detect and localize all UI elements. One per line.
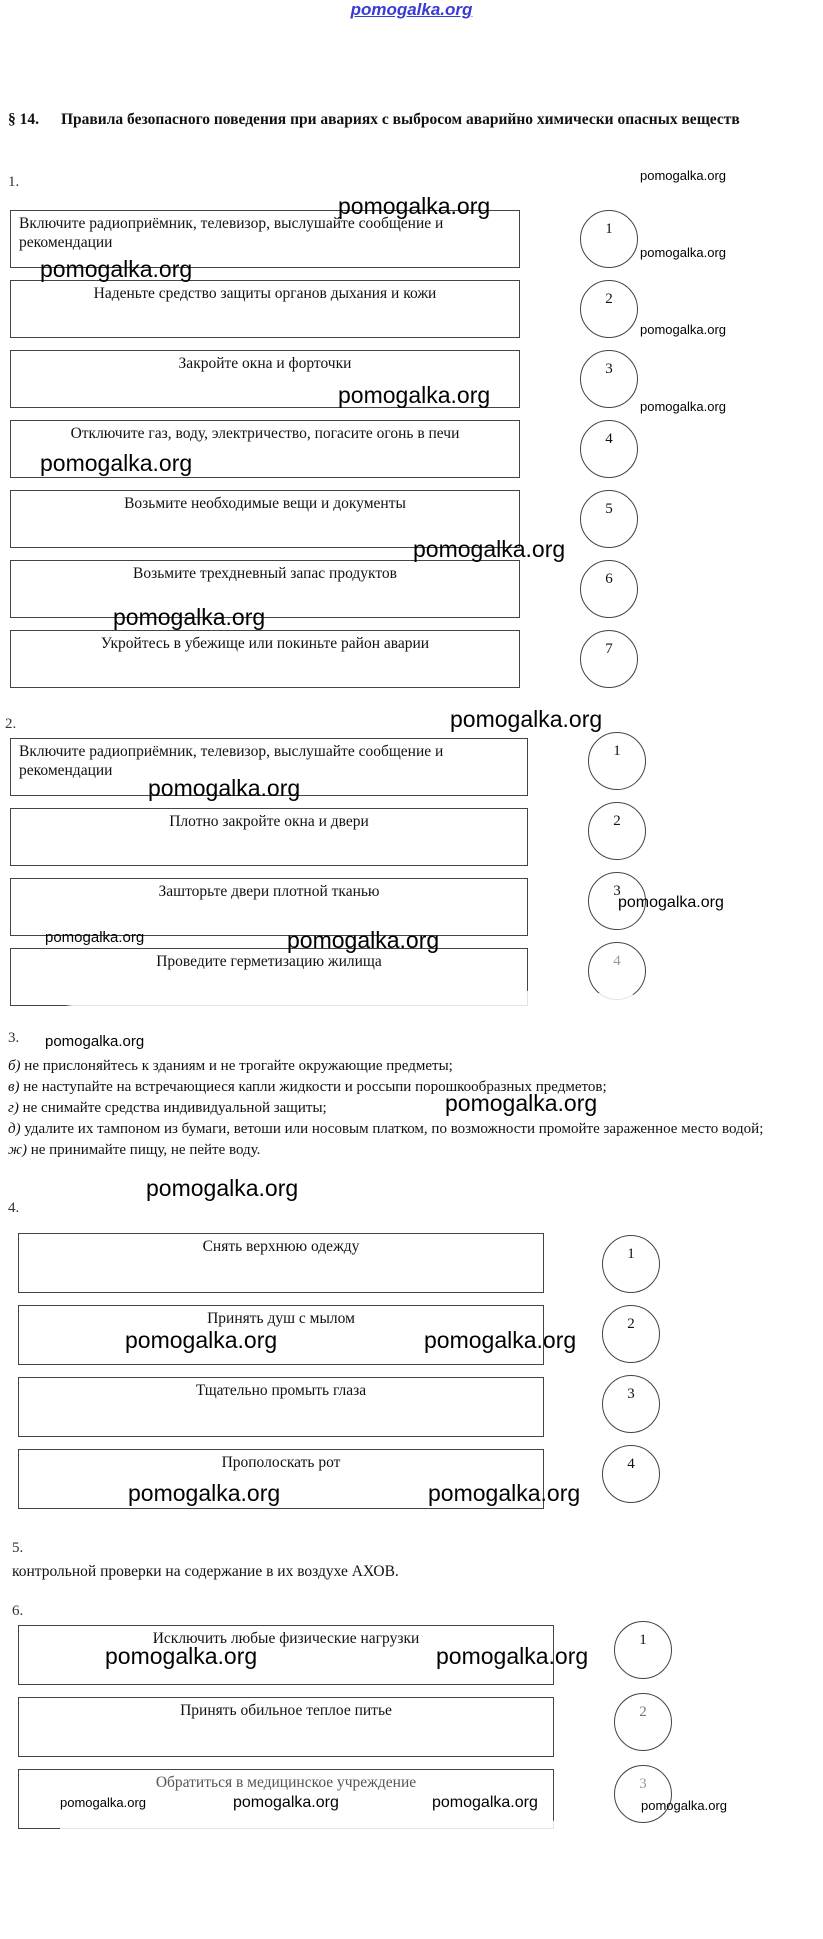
- rule-item: в) не наступайте на встречающиеся капли жидкости и россыпи порошкообразных предметов;: [8, 1079, 607, 1095]
- watermark: pomogalka.org: [40, 256, 193, 282]
- paragraph-number: § 14.: [8, 111, 39, 128]
- section-4-label: 4.: [8, 1200, 20, 1216]
- section-3-rules: [8, 1056, 798, 1161]
- rule-item: г) не снимайте средства индивидуальной защиты;: [8, 1100, 327, 1116]
- rule-item: б) не прислоняйтесь к зданиям и не трогайте окружающие предметы;: [8, 1058, 453, 1074]
- s1-circle-1: 1: [580, 210, 638, 268]
- s2-circle-1: 1: [588, 732, 646, 790]
- watermark: pomogalka.org: [128, 1480, 281, 1506]
- s2-circle-3: 3: [588, 872, 646, 930]
- s1-box-5: Возьмите необходимые вещи и документы: [10, 490, 520, 548]
- s2-box-4: Проведите герметизацию жилища: [10, 948, 528, 1006]
- s1-circle-6: 6: [580, 560, 638, 618]
- s4-circle-4: 4: [602, 1445, 660, 1503]
- scan-smudge: [60, 1818, 620, 1842]
- watermark: pomogalka.org: [424, 1327, 577, 1353]
- s6-circle-2: 2: [614, 1693, 672, 1751]
- s1-box-6: Возьмите трехдневный запас продуктов: [10, 560, 520, 618]
- s1-box-2: Наденьте средство защиты органов дыхания и кожи: [10, 280, 520, 338]
- s1-circle-3: 3: [580, 350, 638, 408]
- page-heading: [8, 110, 748, 130]
- s1-box-3: Закройте окна и форточки: [10, 350, 520, 408]
- s4-box-4: Прополоскать рот: [18, 1449, 544, 1509]
- watermark: pomogalka.org: [287, 927, 440, 953]
- paragraph-title: Правила безопасного поведения при авариях с выбросом аварийно химически опасных веществ: [61, 111, 740, 128]
- s1-circle-7: 7: [580, 630, 638, 688]
- s1-circle-4: 4: [580, 420, 638, 478]
- s4-circle-1: 1: [602, 1235, 660, 1293]
- s1-box-7: Укройтесь в убежище или покиньте район аварии: [10, 630, 520, 688]
- watermark: pomogalka.org: [40, 450, 193, 476]
- scan-smudge: [60, 990, 660, 1012]
- watermark: pomogalka.org: [146, 1175, 299, 1201]
- s2-circle-4: 4: [588, 942, 646, 1000]
- watermark: pomogalka.org: [640, 168, 726, 183]
- watermark: pomogalka.org: [60, 1795, 146, 1810]
- s6-circle-3: 3: [614, 1765, 672, 1823]
- watermark: pomogalka.org: [338, 193, 491, 219]
- s1-box-4: Отключите газ, воду, электричество, погасите огонь в печи: [10, 420, 520, 478]
- s4-circle-2: 2: [602, 1305, 660, 1363]
- s2-box-3: Зашторьте двери плотной тканью: [10, 878, 528, 936]
- s1-box-1: Включите радиоприёмник, телевизор, выслушайте сообщение и рекомендации: [10, 210, 520, 268]
- watermark: pomogalka.org: [105, 1643, 258, 1669]
- s2-circle-2: 2: [588, 802, 646, 860]
- s4-circle-3: 3: [602, 1375, 660, 1433]
- watermark: pomogalka.org: [413, 536, 566, 562]
- s6-box-3: Обратиться в медицинское учреждение: [18, 1769, 554, 1829]
- watermark: pomogalka.org: [45, 929, 145, 946]
- s6-circle-1: 1: [614, 1621, 672, 1679]
- section-3-label: 3.: [8, 1030, 20, 1046]
- watermark: pomogalka.org: [618, 894, 724, 911]
- watermark: pomogalka.org: [338, 382, 491, 408]
- s2-box-2: Плотно закройте окна и двери: [10, 808, 528, 866]
- rule-item: д) удалите их тампоном из бумаги, ветоши или носовым платком, по возможности промойте зараженное место водой;: [8, 1121, 764, 1137]
- s4-box-2: Принять душ с мылом: [18, 1305, 544, 1365]
- watermark: pomogalka.org: [125, 1327, 278, 1353]
- watermark: pomogalka.org: [432, 1794, 538, 1811]
- section-5-text: контрольной проверки на содержание в их воздухе АХОВ.: [12, 1563, 399, 1580]
- s1-circle-5: 5: [580, 490, 638, 548]
- watermark: pomogalka.org: [45, 1033, 145, 1050]
- section-5-label: 5.: [12, 1540, 24, 1556]
- s2-box-1: Включите радиоприёмник, телевизор, выслушайте сообщение и рекомендации: [10, 738, 528, 796]
- watermark: pomogalka.org: [641, 1798, 727, 1813]
- watermark: pomogalka.org: [640, 399, 726, 414]
- section-2-label: 2.: [5, 716, 17, 732]
- s4-box-1: Снять верхнюю одежду: [18, 1233, 544, 1293]
- site-link[interactable]: pomogalka.org: [350, 0, 473, 19]
- s1-circle-2: 2: [580, 280, 638, 338]
- s6-box-2: Принять обильное теплое питье: [18, 1697, 554, 1757]
- s4-box-3: Тщательно промыть глаза: [18, 1377, 544, 1437]
- watermark: pomogalka.org: [450, 706, 603, 732]
- rule-item: ж) не принимайте пищу, не пейте воду.: [8, 1142, 261, 1158]
- watermark: pomogalka.org: [113, 604, 266, 630]
- section-1-label: 1.: [8, 174, 20, 190]
- watermark: pomogalka.org: [148, 775, 301, 801]
- watermark: pomogalka.org: [640, 322, 726, 337]
- watermark: pomogalka.org: [436, 1643, 589, 1669]
- watermark: pomogalka.org: [233, 1794, 339, 1811]
- watermark: pomogalka.org: [428, 1480, 581, 1506]
- s6-box-1: Исключить любые физические нагрузки: [18, 1625, 554, 1685]
- section-6-label: 6.: [12, 1603, 24, 1619]
- watermark: pomogalka.org: [640, 245, 726, 260]
- watermark: pomogalka.org: [445, 1090, 598, 1116]
